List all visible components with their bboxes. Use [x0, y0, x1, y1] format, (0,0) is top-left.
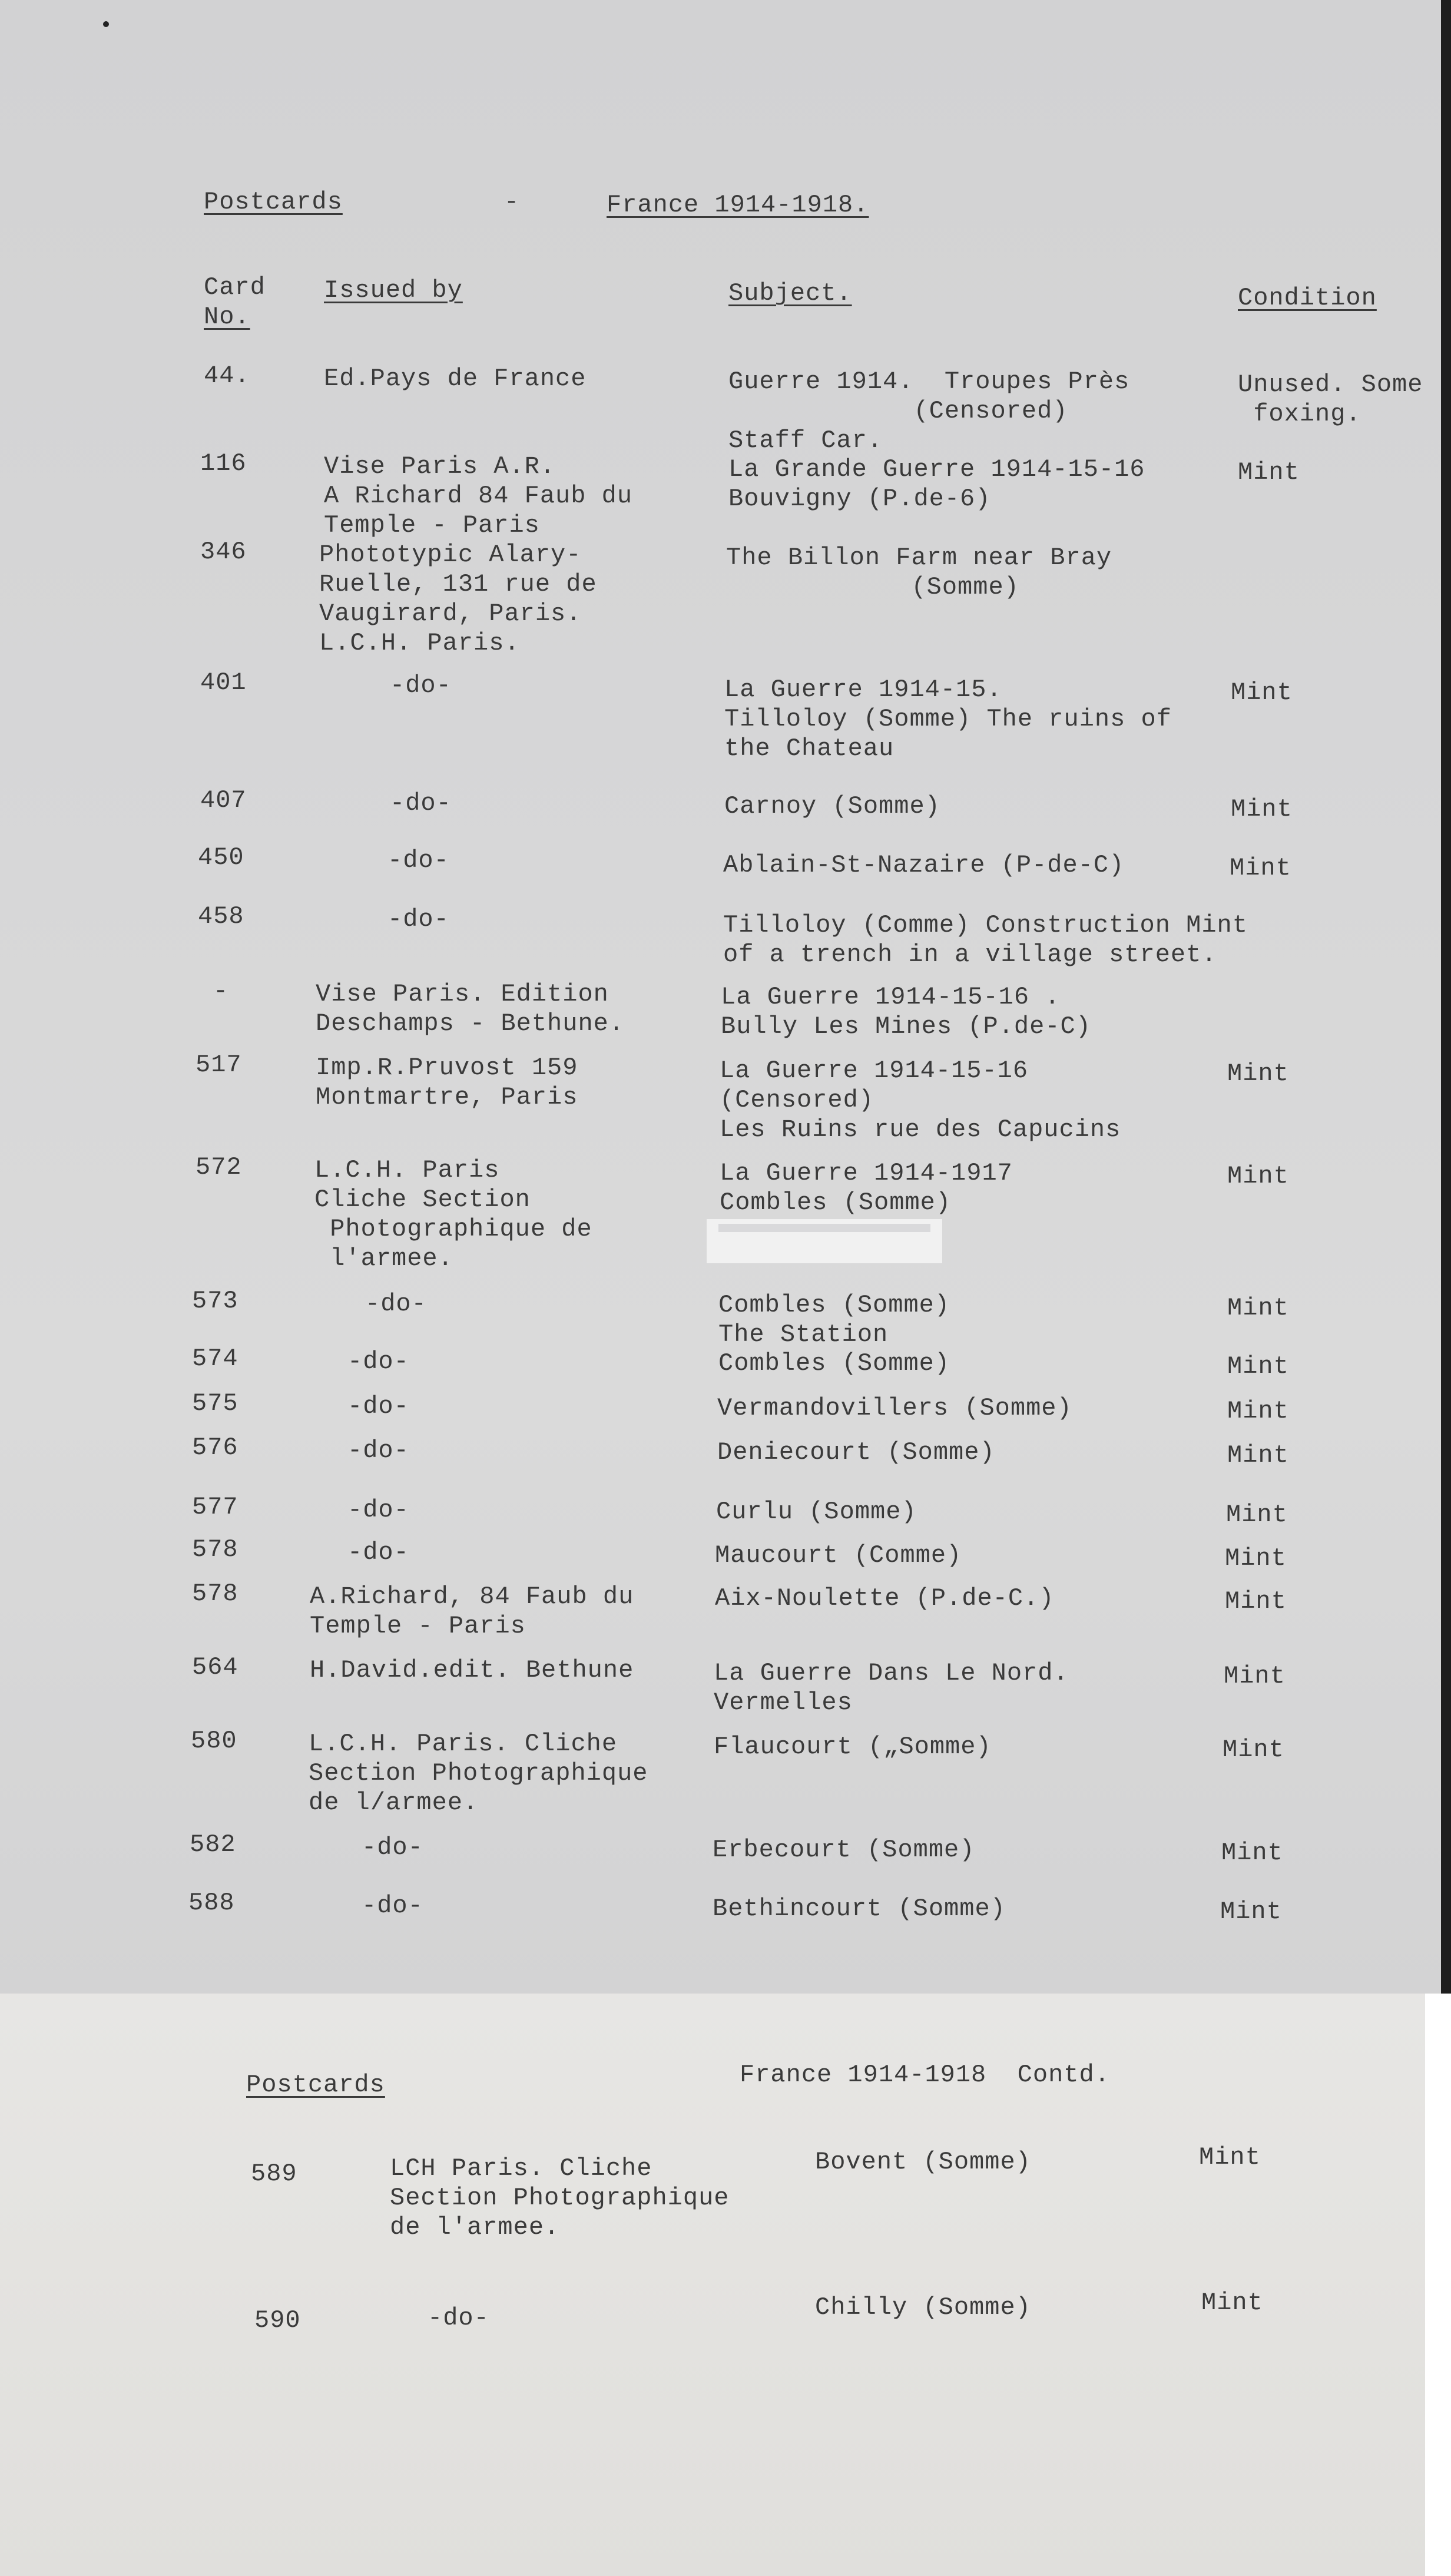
condition: Mint [1221, 1839, 1283, 1867]
subject: La Guerre 1914-1917 [720, 1159, 1013, 1187]
card-no: 401 [200, 668, 247, 697]
card-no: 44. [204, 362, 250, 390]
card-no: 573 [192, 1287, 238, 1315]
subject: of a trench in a village street. [723, 941, 1217, 969]
page-title-left: Postcards [204, 188, 343, 216]
issued-by: -do- [347, 1347, 409, 1376]
card-no: 407 [200, 786, 247, 814]
card-no: 450 [198, 843, 244, 872]
subject: Tilloloy (Comme) Construction Mint [723, 911, 1248, 939]
header-subject: Subject. [728, 279, 852, 307]
condition: Mint [1227, 1059, 1289, 1088]
subject: La Guerre 1914-15-16 [720, 1057, 1029, 1085]
subject: Les Ruins rue des Capucins [720, 1115, 1121, 1144]
issued-by: Temple - Paris [310, 1612, 526, 1640]
subject: La Guerre 1914-15-16 . [721, 983, 1061, 1011]
card-no: 575 [192, 1389, 238, 1418]
subject: Combles (Somme) [720, 1188, 952, 1217]
condition: Unused. Some [1238, 370, 1423, 399]
condition: Mint [1225, 1587, 1287, 1615]
card-no: 564 [192, 1653, 238, 1681]
issued-by: Section Photographique [309, 1759, 648, 1787]
card-no: 578 [192, 1535, 238, 1564]
card-no: 577 [192, 1493, 238, 1521]
condition: Mint [1231, 678, 1293, 707]
subject: The Station [718, 1320, 889, 1349]
page-title-right: France 1914-1918. [607, 191, 869, 219]
subject: The Billon Farm near Bray [726, 544, 1112, 572]
card-no: 576 [192, 1433, 238, 1462]
issued-by: de l'armee. [390, 2213, 560, 2241]
page-two-title-right: France 1914-1918 Contd. [740, 2061, 1110, 2089]
issued-by: Ruelle, 131 rue de [319, 570, 597, 598]
subject: Vermandovillers (Somme) [717, 1394, 1072, 1422]
issued-by: Deschamps - Bethune. [316, 1009, 625, 1038]
issued-by: Montmartre, Paris [316, 1083, 578, 1111]
issued-by: Vise Paris. Edition [316, 980, 609, 1008]
subject: La Grande Guerre 1914-15-16 [728, 455, 1145, 484]
condition: Mint [1227, 1352, 1289, 1380]
issued-by: L.C.H. Paris. Cliche [309, 1730, 618, 1758]
issued-by: -do- [365, 1290, 427, 1318]
card-no: 517 [196, 1051, 242, 1079]
subject: Staff Car. [728, 426, 883, 455]
condition: Mint [1231, 795, 1293, 823]
condition: Mint [1226, 1501, 1288, 1529]
card-no: 572 [196, 1153, 242, 1181]
header-condition: Condition [1238, 284, 1377, 312]
page-two [0, 1994, 1425, 2576]
issued-by: Phototypic Alary- [319, 541, 582, 569]
condition: Mint [1220, 1898, 1282, 1926]
card-no: 578 [192, 1580, 238, 1608]
issued-by: -do- [362, 1833, 423, 1862]
subject: Tilloloy (Somme) The ruins of [724, 705, 1172, 733]
issued-by: A Richard 84 Faub du [324, 482, 633, 510]
subject: (Somme) [726, 573, 1019, 601]
condition: Mint [1201, 2289, 1263, 2317]
card-no: 590 [254, 2306, 301, 2335]
ink-speck [103, 21, 109, 27]
issued-by: LCH Paris. Cliche [390, 2154, 652, 2183]
subject: Chilly (Somme) [815, 2293, 1031, 2322]
subject: Ablain-St-Nazaire (P-de-C) [723, 851, 1125, 879]
condition: Mint [1227, 1294, 1289, 1322]
subject: Guerre 1914. Troupes Près [728, 367, 1130, 396]
issued-by: de l/armee. [309, 1789, 479, 1817]
condition: Mint [1224, 1662, 1286, 1690]
page-title-dash: - [504, 188, 520, 216]
issued-by: Vaugirard, Paris. [319, 600, 582, 628]
condition: Mint [1227, 1441, 1289, 1469]
card-no: 458 [198, 902, 244, 931]
subject: Bully Les Mines (P.de-C) [721, 1012, 1091, 1041]
card-no: 580 [191, 1727, 237, 1755]
subject: Bethincourt (Somme) [713, 1895, 1006, 1923]
subject: Bovent (Somme) [815, 2148, 1031, 2176]
subject: Combles (Somme) [718, 1291, 950, 1319]
subject: Vermelles [714, 1688, 853, 1717]
issued-by: -do- [390, 789, 452, 817]
subject: (Censored) [720, 1086, 874, 1114]
issued-by: Ed.Pays de France [324, 365, 587, 393]
issued-by: Section Photographique [390, 2184, 730, 2212]
issued-by: -do- [387, 905, 449, 933]
issued-by: l'armee. [314, 1244, 453, 1273]
card-no: 588 [188, 1889, 235, 1917]
correction-patch-shadow [718, 1224, 930, 1232]
condition: Mint [1225, 1544, 1287, 1572]
subject: Deniecourt (Somme) [717, 1438, 995, 1466]
issued-by: A.Richard, 84 Faub du [310, 1582, 634, 1611]
issued-by: Temple - Paris [324, 511, 540, 539]
subject: Curlu (Somme) [716, 1498, 917, 1526]
header-card-no: Card [204, 273, 266, 302]
issued-by: Cliche Section [314, 1186, 531, 1214]
condition: Mint [1230, 854, 1291, 882]
subject: Bouvigny (P.de-6) [728, 485, 991, 513]
subject: Combles (Somme) [718, 1349, 950, 1378]
card-no: 574 [192, 1345, 238, 1373]
header-issued-by: Issued by [324, 276, 463, 304]
issued-by: -do- [347, 1538, 409, 1567]
condition: foxing. [1238, 400, 1361, 428]
issued-by: -do- [390, 671, 452, 700]
subject: (Censored) [728, 397, 1068, 425]
issued-by: Imp.R.Pruvost 159 [316, 1054, 578, 1082]
issued-by: -do- [362, 1892, 423, 1920]
issued-by: Photographique de [314, 1215, 592, 1243]
subject: Carnoy (Somme) [724, 792, 940, 820]
card-no: - [213, 977, 229, 1005]
subject: La Guerre Dans Le Nord. [714, 1659, 1069, 1687]
issued-by: -do- [387, 846, 449, 875]
subject: La Guerre 1914-15. [724, 676, 1002, 704]
subject: Aix-Noulette (P.de-C.) [715, 1584, 1055, 1613]
condition: Mint [1227, 1397, 1289, 1425]
subject: Flaucourt („Somme) [714, 1733, 992, 1761]
card-no: 589 [251, 2160, 297, 2188]
card-no: 346 [200, 538, 247, 566]
subject: Maucourt (Comme) [715, 1541, 962, 1570]
issued-by: Vise Paris A.R. [324, 452, 556, 481]
condition: Mint [1223, 1736, 1284, 1764]
card-no: 116 [200, 449, 247, 478]
page-one-edge [1441, 0, 1451, 1994]
issued-by: L.C.H. Paris [314, 1156, 500, 1184]
issued-by: -do- [428, 2304, 489, 2332]
condition: Mint [1238, 458, 1300, 486]
issued-by: -do- [347, 1436, 409, 1465]
condition: Mint [1227, 1162, 1289, 1190]
page-two-margin [1425, 1994, 1451, 2576]
issued-by: L.C.H. Paris. [319, 629, 520, 657]
page-two-title-left: Postcards [246, 2071, 385, 2099]
card-no: 582 [190, 1830, 236, 1859]
issued-by: H.David.edit. Bethune [310, 1656, 634, 1684]
issued-by: -do- [347, 1496, 409, 1524]
issued-by: -do- [347, 1392, 409, 1421]
header-card-no-2: No. [204, 303, 250, 331]
subject: the Chateau [724, 734, 895, 763]
subject: Erbecourt (Somme) [713, 1836, 975, 1864]
condition: Mint [1199, 2143, 1261, 2171]
